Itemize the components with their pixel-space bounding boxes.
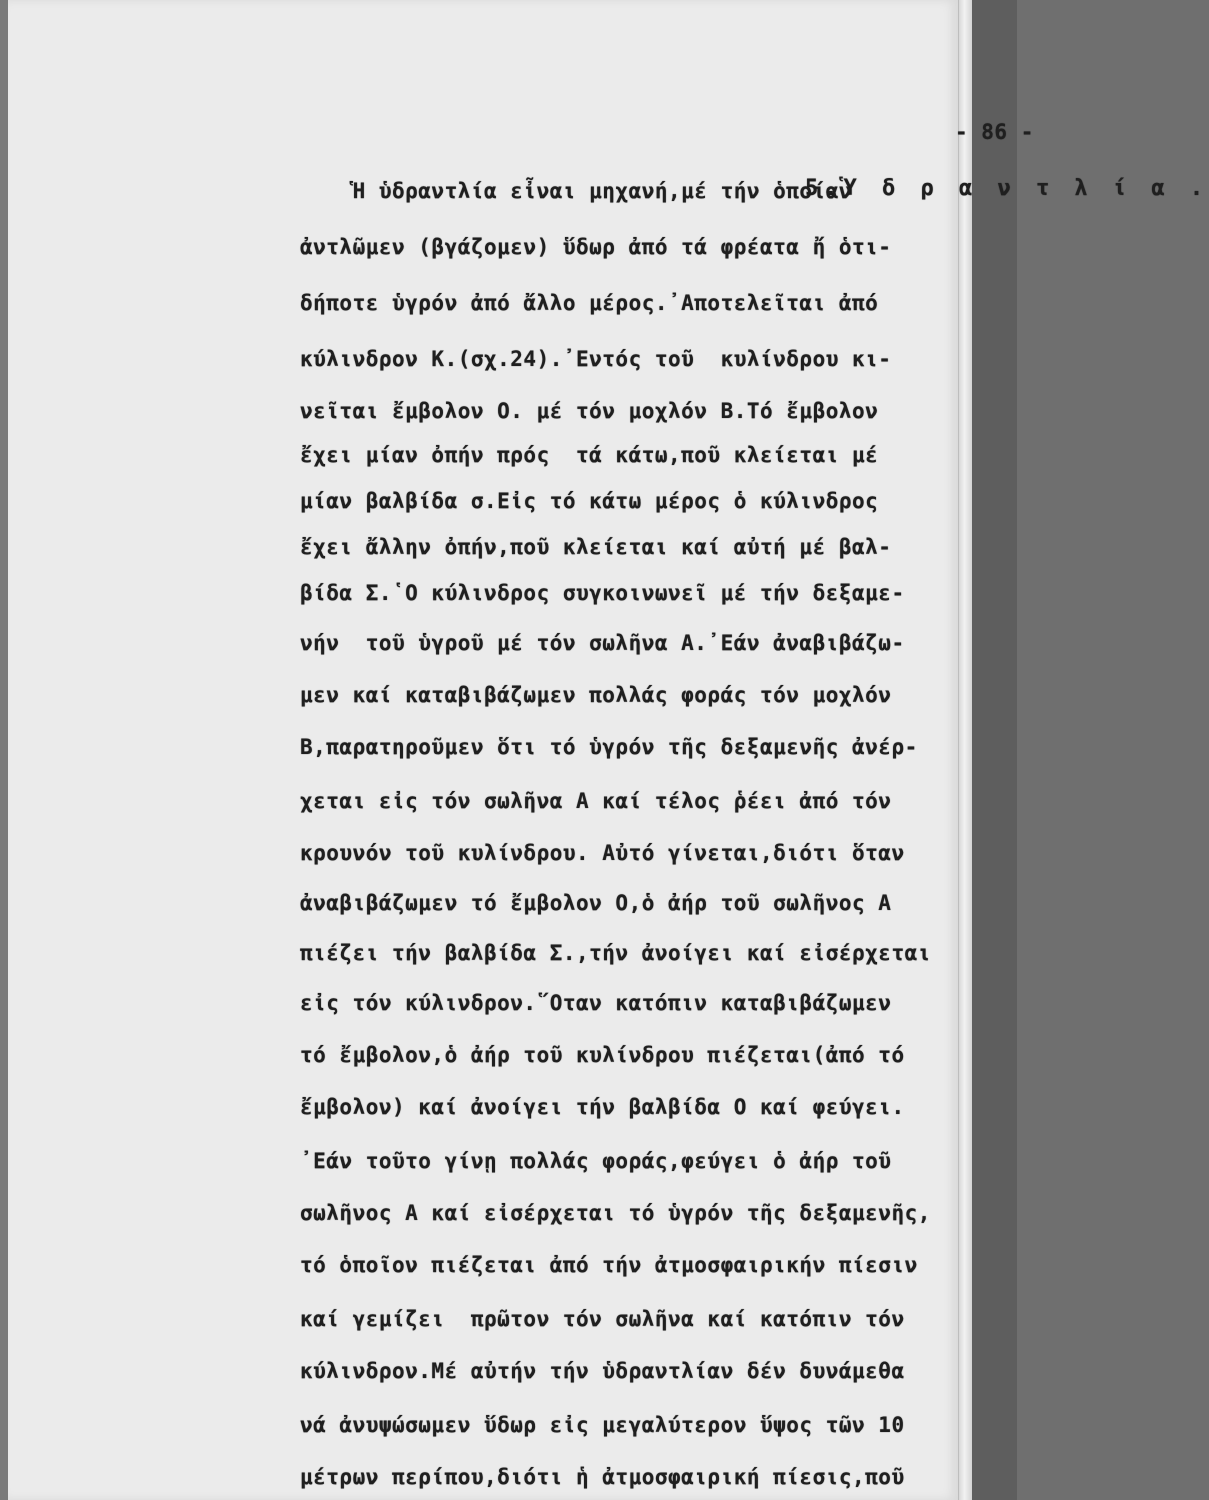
text-line: ἀναβιβάζωμεν τό ἔμβολον Ο,ὁ ἀήρ τοῦ σωλῆνος Α — [300, 891, 892, 915]
text-line: ἔχει ἄλλην ὀπήν,ποῦ κλείεται καί αὐτή μέ βαλ- — [300, 535, 892, 559]
text-line: πιέζει τήν βαλβίδα Σ.,τήν ἀνοίγει καί εἰσέρχεται — [300, 941, 931, 965]
text-line: εἰς τόν κύλινδρον.῞Οταν κατόπιν καταβιβάζωμεν — [300, 991, 892, 1015]
scanner-background — [972, 0, 1017, 1500]
page-edge — [958, 0, 973, 1500]
text-line: κύλινδρον.Μέ αὐτήν τήν ὑδραντλίαν δέν δυνάμεθα — [300, 1359, 905, 1383]
text-line: νεῖται ἔμβολον Ο. μέ τόν μοχλόν Β.Τό ἔμβολον — [300, 399, 879, 423]
text-line: ἔχει μίαν ὀπήν πρός τά κάτω,ποῦ κλείεται μέ — [300, 443, 879, 467]
text-line: Β,παρατηροῦμεν ὅτι τό ὑγρόν τῆς δεξαμενῆς ἀνέρ- — [300, 735, 918, 759]
text-line: καί γεμίζει πρῶτον τόν σωλῆνα καί κατόπιν τόν — [300, 1307, 905, 1331]
text-line: νά ἀνυψώσωμεν ὕδωρ εἰς μεγαλύτερον ὕψος τῶν 10 — [300, 1413, 905, 1437]
text-line: Ἡ ὑδραντλία εἶναι μηχανή,μέ τήν ὁποίαν — [300, 179, 853, 203]
text-line: κύλινδρον Κ.(σχ.24).᾿Εντός τοῦ κυλίνδρου κι- — [300, 347, 892, 371]
text-line: μεν καί καταβιβάζωμεν πολλάς φοράς τόν μοχλόν — [300, 683, 892, 707]
text-line: μίαν βαλβίδα σ.Εἰς τό κάτω μέρος ὁ κύλινδρος — [300, 489, 879, 513]
text-line: κρουνόν τοῦ κυλίνδρου. Αὐτό γίνεται,διότι ὅταν — [300, 841, 905, 865]
text-line: τό ὁποῖον πιέζεται ἀπό τήν ἀτμοσφαιρικήν πίεσιν — [300, 1253, 918, 1277]
text-line: ἀντλῶμεν (βγάζομεν) ὕδωρ ἀπό τά φρέατα ἤ ὁτι- — [300, 235, 892, 259]
text-line: δήποτε ὑγρόν ἀπό ἄλλο μέρος.᾿Αποτελεῖται ἀπό — [300, 291, 879, 315]
page-number: - 86 - — [955, 120, 1034, 144]
text-line: σωλῆνος Α καί εἰσέρχεται τό ὑγρόν τῆς δεξαμενῆς, — [300, 1201, 931, 1225]
text-line: ᾿Εάν τοῦτο γίνῃ πολλάς φοράς,φεύγει ὁ ἀήρ τοῦ — [300, 1149, 892, 1173]
text-line: τό ἔμβολον,ὁ ἀήρ τοῦ κυλίνδρου πιέζεται(ἀπό τό — [300, 1043, 905, 1067]
section-heading: 5.Ὑ δ ρ α ν τ λ ί α . — [805, 176, 1209, 201]
text-line: ἔμβολον) καί ἀνοίγει τήν βαλβίδα Ο καί φεύγει. — [300, 1095, 905, 1119]
text-line: χεται εἰς τόν σωλῆνα Α καί τέλος ῥέει ἀπό τόν — [300, 789, 892, 813]
text-line: νήν τοῦ ὑγροῦ μέ τόν σωλῆνα Α.᾿Εάν ἀναβιβάζω- — [300, 631, 905, 655]
text-line: μέτρων περίπου,διότι ἡ ἀτμοσφαιρική πίεσις,ποῦ — [300, 1465, 905, 1489]
text-line: βίδα Σ.῾Ο κύλινδρος συγκοινωνεῖ μέ τήν δεξαμε- — [300, 581, 905, 605]
